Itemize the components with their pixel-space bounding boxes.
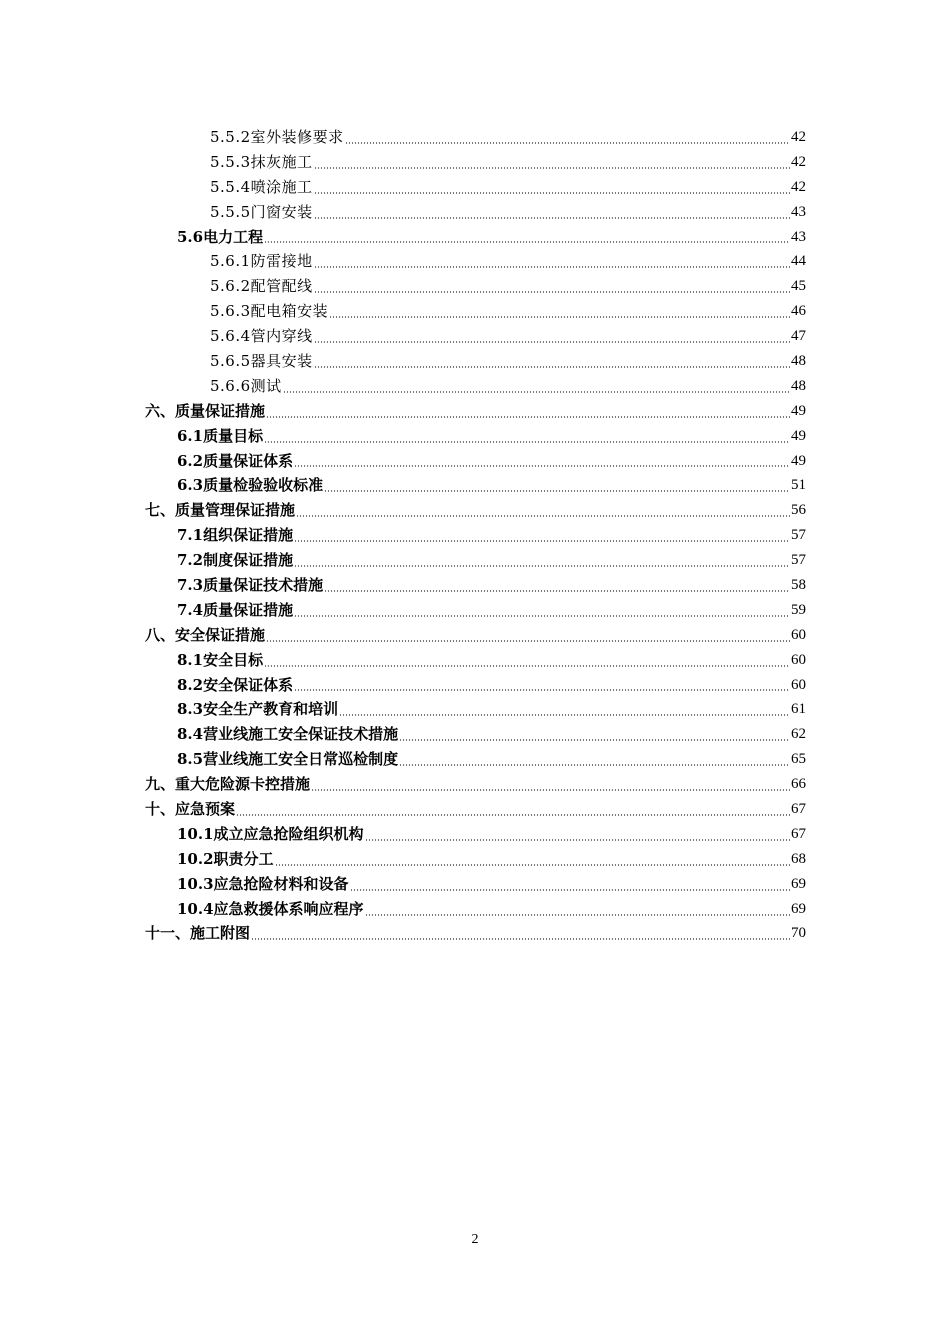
toc-dot-leader <box>294 565 790 567</box>
toc-entry-title: 七、质量管理保证措施 <box>145 501 296 520</box>
toc-dot-leader <box>329 316 790 318</box>
toc-dot-leader <box>324 490 790 492</box>
toc-entry-page-number: 57 <box>791 552 806 569</box>
toc-entry[interactable] <box>145 673 806 698</box>
toc-entry[interactable] <box>145 697 806 722</box>
toc-entry-page-number: 57 <box>791 527 806 544</box>
toc-entry-page-number: 65 <box>791 751 806 768</box>
toc-entry-title: 10.1成立应急抢险组织机构 <box>177 824 364 843</box>
toc-dot-leader <box>283 391 790 393</box>
toc-entry[interactable] <box>145 872 806 897</box>
toc-entry[interactable] <box>145 299 806 324</box>
toc-dot-leader <box>294 615 790 617</box>
toc-entry[interactable] <box>145 374 806 399</box>
toc-entry-page-number: 43 <box>791 228 806 245</box>
toc-entry-title: 8.2安全保证体系 <box>177 675 294 694</box>
toc-entry-title: 5.5.5门窗安装 <box>210 202 313 221</box>
toc-entry-title: 7.2制度保证措施 <box>177 551 294 570</box>
toc-entry-title: 8.5营业线施工安全日常巡检制度 <box>177 750 399 769</box>
toc-entry-title: 6.1质量目标 <box>177 426 264 445</box>
toc-dot-leader <box>296 515 790 517</box>
toc-entry-title: 7.1组织保证措施 <box>177 526 294 545</box>
toc-entry[interactable] <box>145 772 806 797</box>
toc-entry[interactable] <box>145 274 806 299</box>
toc-entry[interactable] <box>145 648 806 673</box>
toc-dot-leader <box>264 441 790 443</box>
toc-entry-page-number: 42 <box>791 178 806 195</box>
table-of-contents <box>145 125 806 946</box>
toc-entry[interactable] <box>145 150 806 175</box>
toc-entry-title: 8.4营业线施工安全保证技术措施 <box>177 725 399 744</box>
toc-entry[interactable] <box>145 449 806 474</box>
toc-entry[interactable] <box>145 897 806 922</box>
toc-dot-leader <box>275 864 790 866</box>
toc-entry-title: 7.4质量保证措施 <box>177 600 294 619</box>
toc-entry-page-number: 60 <box>791 626 806 643</box>
toc-entry-page-number: 69 <box>791 900 806 917</box>
toc-entry-page-number: 44 <box>791 253 806 270</box>
toc-entry-page-number: 48 <box>791 352 806 369</box>
toc-entry-page-number: 61 <box>791 701 806 718</box>
toc-entry[interactable] <box>145 249 806 274</box>
toc-dot-leader <box>365 914 790 916</box>
toc-entry-title: 5.5.4喷涂施工 <box>210 177 313 196</box>
toc-entry-title: 5.6.4管内穿线 <box>210 327 313 346</box>
toc-dot-leader <box>264 241 790 243</box>
toc-entry[interactable] <box>145 573 806 598</box>
toc-dot-leader <box>314 217 790 219</box>
toc-entry-page-number: 43 <box>791 203 806 220</box>
toc-entry[interactable] <box>145 523 806 548</box>
toc-entry-title: 5.5.3抹灰施工 <box>210 152 313 171</box>
toc-entry[interactable] <box>145 623 806 648</box>
toc-entry-page-number: 51 <box>791 477 806 494</box>
toc-dot-leader <box>314 192 790 194</box>
toc-entry-title: 8.3安全生产教育和培训 <box>177 700 339 719</box>
toc-entry[interactable] <box>145 498 806 523</box>
toc-entry-page-number: 68 <box>791 850 806 867</box>
toc-entry[interactable] <box>145 797 806 822</box>
toc-entry-page-number: 67 <box>791 800 806 817</box>
toc-entry[interactable] <box>145 548 806 573</box>
toc-dot-leader <box>294 540 790 542</box>
toc-entry[interactable] <box>145 722 806 747</box>
toc-dot-leader <box>251 938 790 940</box>
toc-entry[interactable] <box>145 424 806 449</box>
toc-dot-leader <box>314 167 790 169</box>
toc-entry-page-number: 47 <box>791 328 806 345</box>
toc-dot-leader <box>350 889 790 891</box>
toc-entry[interactable] <box>145 822 806 847</box>
toc-dot-leader <box>314 291 790 293</box>
toc-dot-leader <box>311 789 790 791</box>
toc-entry-page-number: 67 <box>791 825 806 842</box>
toc-entry-title: 5.6.5器具安装 <box>210 351 313 370</box>
toc-dot-leader <box>294 689 790 691</box>
toc-dot-leader <box>314 366 790 368</box>
toc-entry-title: 5.6.3配电箱安装 <box>210 302 329 321</box>
toc-dot-leader <box>365 839 790 841</box>
toc-entry[interactable] <box>145 747 806 772</box>
toc-entry-title: 5.6电力工程 <box>177 227 264 246</box>
toc-entry-page-number: 46 <box>791 303 806 320</box>
toc-entry-page-number: 49 <box>791 402 806 419</box>
toc-entry-page-number: 42 <box>791 153 806 170</box>
toc-entry-title: 10.2职责分工 <box>177 849 274 868</box>
toc-dot-leader <box>345 142 790 144</box>
toc-entry[interactable] <box>145 200 806 225</box>
toc-entry-page-number: 45 <box>791 278 806 295</box>
toc-entry-title: 7.3质量保证技术措施 <box>177 575 324 594</box>
toc-entry[interactable] <box>145 473 806 498</box>
toc-entry-page-number: 49 <box>791 452 806 469</box>
toc-dot-leader <box>399 739 790 741</box>
toc-entry-title: 10.3应急抢险材料和设备 <box>177 874 349 893</box>
toc-entry-page-number: 58 <box>791 576 806 593</box>
toc-entry[interactable] <box>145 399 806 424</box>
toc-dot-leader <box>324 590 790 592</box>
toc-dot-leader <box>266 416 790 418</box>
toc-dot-leader <box>236 814 790 816</box>
toc-entry-page-number: 70 <box>791 925 806 942</box>
toc-entry-title: 5.6.6测试 <box>210 376 282 395</box>
toc-entry[interactable] <box>145 847 806 872</box>
toc-entry-title: 6.2质量保证体系 <box>177 451 294 470</box>
toc-entry-page-number: 60 <box>791 676 806 693</box>
toc-entry[interactable] <box>145 324 806 349</box>
toc-entry[interactable] <box>145 125 806 150</box>
toc-entry[interactable] <box>145 922 806 947</box>
toc-dot-leader <box>314 266 790 268</box>
toc-entry-page-number: 59 <box>791 601 806 618</box>
toc-entry-page-number: 62 <box>791 726 806 743</box>
toc-entry-title: 六、质量保证措施 <box>145 401 266 420</box>
toc-entry[interactable] <box>145 175 806 200</box>
toc-entry-title: 5.6.2配管配线 <box>210 277 313 296</box>
toc-entry-page-number: 69 <box>791 875 806 892</box>
toc-dot-leader <box>266 640 790 642</box>
toc-entry-page-number: 42 <box>791 128 806 145</box>
toc-dot-leader <box>339 714 790 716</box>
toc-entry[interactable] <box>145 598 806 623</box>
toc-entry-page-number: 56 <box>791 502 806 519</box>
toc-entry-page-number: 60 <box>791 651 806 668</box>
page-number: 2 <box>471 1232 479 1247</box>
toc-entry-title: 5.6.1防雷接地 <box>210 252 313 271</box>
toc-entry-page-number: 48 <box>791 377 806 394</box>
toc-entry-title: 5.5.2室外装修要求 <box>210 127 344 146</box>
toc-dot-leader <box>264 665 790 667</box>
toc-entry-page-number: 66 <box>791 776 806 793</box>
toc-dot-leader <box>314 341 790 343</box>
toc-entry[interactable] <box>145 225 806 250</box>
toc-entry-title: 8.1安全目标 <box>177 650 264 669</box>
toc-dot-leader <box>399 764 790 766</box>
toc-entry-title: 九、重大危险源卡控措施 <box>145 775 311 794</box>
toc-entry-title: 十一、施工附图 <box>145 924 251 943</box>
toc-entry-page-number: 49 <box>791 427 806 444</box>
toc-entry-title: 八、安全保证措施 <box>145 625 266 644</box>
toc-entry-title: 10.4应急救援体系响应程序 <box>177 899 364 918</box>
toc-entry-title: 十、应急预案 <box>145 799 236 818</box>
toc-dot-leader <box>294 465 790 467</box>
toc-entry[interactable] <box>145 349 806 374</box>
toc-entry-title: 6.3质量检验验收标准 <box>177 476 324 495</box>
